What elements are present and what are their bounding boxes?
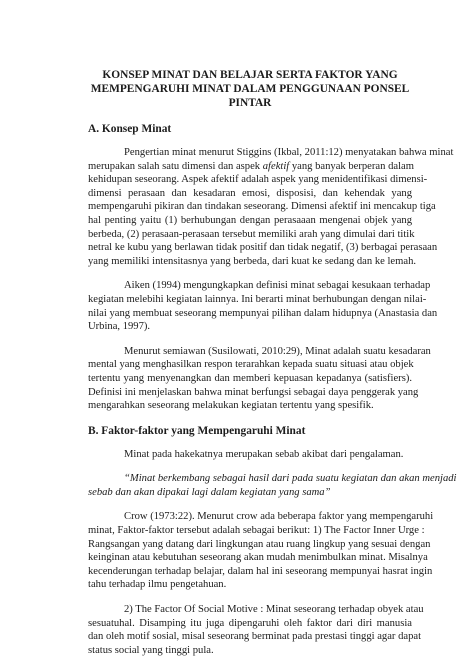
paragraph-line: mengarahkan seseorang melakukan kegiatan tertentu yang spesifik. [88, 400, 374, 412]
paragraph-line: Crow (1973:22). Menurut crow ada beberapa faktor yang mempengaruhi [124, 511, 434, 523]
paragraph-line: nilai yang membuat seseorang mempunyai pilihan dalam hidupnya (Anastasia dan [88, 307, 438, 319]
paragraph-semiawan [88, 345, 431, 413]
paragraph-crow [88, 510, 434, 592]
paragraph-line: kecenderungan terhadap belajar, dalam hal ini seseorang mempunyai hasrat ingin [88, 565, 433, 577]
paragraph-line: 2) The Factor Of Social Motive : Minat seseorang terhadap obyek atau [124, 604, 424, 616]
title-line-2: MEMPENGARUHI MINAT DALAM PENGGUNAAN PONSEL PINTAR [90, 83, 410, 109]
paragraph-line: minat, Faktor-faktor tersebut adalah sebagai berikut: 1) The Factor Inner Urge : [88, 525, 425, 537]
paragraph-line: dan oleh motif sosial, misal seseorang berminat pada prestasi tinggi agar dapat [88, 631, 422, 643]
paragraph-line: yang memiliki intensitasnya yang berbeda, dari kuat ke sedang dan ke lemah. [88, 255, 417, 267]
paragraph-line: dimensi perasaan dan kesadaran emosi, disposisi, dan kehendak yang [88, 187, 412, 199]
paragraph-line: tahu terhadap ilmu pengetahuan. [88, 579, 227, 591]
quote-line: “Minat berkembang sebagai hasil dari pada suatu kegiatan dan akan menjadi [124, 473, 457, 485]
paragraph-line: merupakan salah satu dimensi dan aspek afektif yang banyak berperan dalam [88, 160, 414, 172]
paragraph-line: Aiken (1994) mengungkapkan definisi minat sebagai kesukaan terhadap [124, 280, 431, 292]
paragraph-line: Definisi ini menjelaskan bahwa minat berfungsi sebagai daya penggerak yang [88, 386, 419, 398]
paragraph-aiken [88, 279, 438, 333]
paragraph-line: tertentu yang menyenangkan dan memberi kepuasan kepadanya (satisfiers). [88, 372, 412, 384]
paragraph-line: Rangsangan yang datang dari lingkungan atau ruang lingkup yang sesuai dengan [88, 538, 431, 550]
paragraph-line: Pengertian minat menurut Stiggins (Ikbal, 2011:12) menyatakan bahwa minat [124, 147, 454, 158]
paragraph-line: hal penting yaitu (1) berhubungan dengan perasaaan mengenai objek yang [88, 214, 412, 226]
quote-block [88, 472, 457, 499]
section-a-heading: A. Konsep Minat [88, 123, 172, 135]
paragraph-line: kehidupan seseorang. Aspek afektif adalah aspek yang menidentifikasi dimensi- [88, 174, 428, 186]
paragraph-line: sesuatuhal. Disamping itu juga dipengaruhi oleh faktor dari diri manusia [88, 617, 412, 629]
paragraph-line: mental yang menghasilkan respon terarahkan kepada suatu situasi atau objek [88, 359, 414, 371]
paragraph-line: mempengaruhi pikiran dan tindakan seseorang. Dimensi afektif ini mencakup tiga [88, 201, 436, 213]
paragraph-intro-b: Minat pada hakekatnya merupakan sebab akibat dari pengalaman. [124, 448, 404, 460]
paragraph-social-motive [88, 603, 424, 657]
paragraph-line: berbeda, (2) perasaan-perasaan tersebut memiliki arah yang dimulai dari titik [88, 228, 415, 240]
section-b-heading: B. Faktor-faktor yang Mempengaruhi Minat [88, 424, 306, 437]
paragraph-minat-stiggins [88, 146, 454, 268]
document-title [88, 68, 412, 110]
paragraph-line: Menurut semiawan (Susilowati, 2010:29), Minat adalah suatu kesadaran [124, 345, 431, 357]
title-line-1: KONSEP MINAT DAN BELAJAR SERTA FAKTOR YANG [102, 69, 398, 81]
quote-line: sebab dan akan dipakai lagi dalam kegiatan yang sama” [88, 486, 331, 498]
paragraph-line: kegiatan melebihi kegiatan lainnya. Ini berarti minat berhubungan dengan nilai- [88, 293, 427, 305]
paragraph-line: netral ke kubu yang berlawan tidak positif dan tidak negatif, (3) berbagai perasaan [88, 242, 438, 254]
emphasis-afektif: afektif [262, 160, 290, 172]
paragraph-line: keinginan atau kebutuhan seseorang akan mudah menimbulkan minat. Misalnya [88, 552, 428, 564]
paragraph-line: Urbina, 1997). [88, 321, 151, 333]
paragraph-line: status social yang tinggi pula. [88, 644, 214, 656]
